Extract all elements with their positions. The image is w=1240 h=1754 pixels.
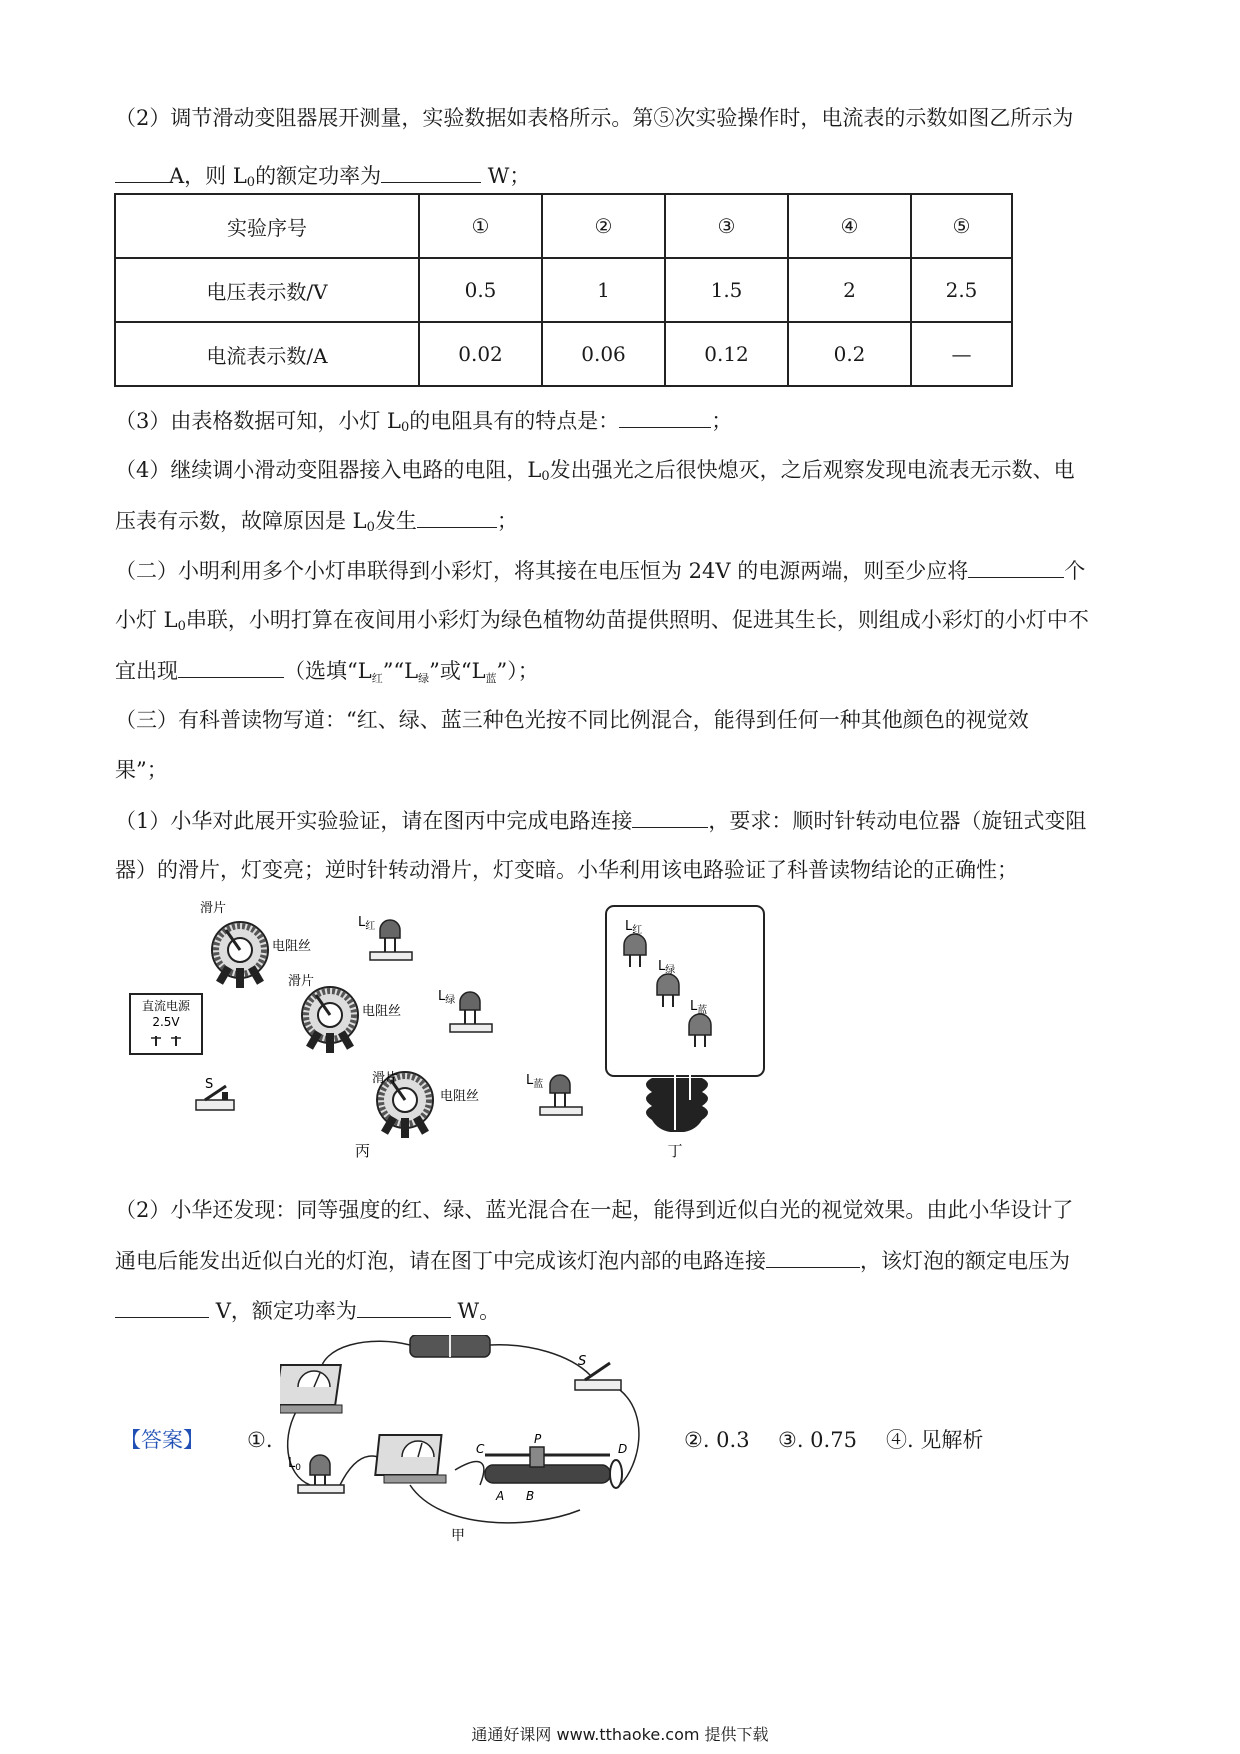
s2-text: ”“L xyxy=(382,659,419,683)
answer-blank[interactable] xyxy=(619,405,711,428)
q2-text: W； xyxy=(487,164,531,188)
lamp-blue-label: $L_蓝$ xyxy=(526,1073,544,1090)
data-table xyxy=(114,193,1013,387)
answer-blank[interactable] xyxy=(766,1245,860,1268)
answer-item-3: ③. 0.75 xyxy=(778,1428,857,1452)
table-header-cell: ⑤ xyxy=(911,194,1012,258)
terminal-c-label: C xyxy=(476,1442,485,1456)
p2-line3 xyxy=(115,1295,500,1326)
power-voltage: 2.5V xyxy=(152,1015,180,1029)
lamp-red-icon[interactable] xyxy=(370,920,412,960)
s3-text: （三）有科普读物写道：“红、绿、蓝三种色光按不同比例混合，能得到任何一种其他颜色的视觉效 xyxy=(115,708,1029,732)
answer-blank[interactable] xyxy=(115,1295,209,1318)
table-header-cell: ② xyxy=(542,194,665,258)
q3-text: （3）由表格数据可知，小灯 L xyxy=(115,409,401,433)
answer-label: 【答案】 xyxy=(120,1428,204,1452)
lamp-blue-icon[interactable] xyxy=(540,1075,582,1115)
q4-text: 压表有示数，故障原因是 L xyxy=(115,509,367,533)
terminal-d-label: D xyxy=(618,1442,628,1456)
q4-line1 xyxy=(115,455,1075,492)
subscript: 蓝 xyxy=(485,672,497,685)
answer-blank[interactable] xyxy=(968,555,1064,578)
subscript: 红 xyxy=(371,672,383,685)
s2-text: 串联，小明打算在夜间用小彩灯为绿色植物幼苗提供照明、促进其生长，则组成小彩灯的小灯中不 xyxy=(185,608,1089,632)
lamp-green-label: $L_绿$ xyxy=(438,989,456,1006)
terminal-b-label: B xyxy=(526,1489,535,1503)
terminal-a-label: A xyxy=(496,1489,505,1503)
subscript: 0 xyxy=(366,520,375,535)
wire xyxy=(288,1405,310,1485)
table-cell: 1.5 xyxy=(665,258,788,322)
s2-text: 个 xyxy=(1064,559,1086,583)
bulb-red-label: $L_红$ xyxy=(625,919,643,936)
wire xyxy=(490,1345,590,1375)
s3-text: 果”； xyxy=(115,758,168,782)
slider-label: 滑片 xyxy=(372,1071,399,1086)
answer-item-4: ④. 见解析 xyxy=(886,1428,984,1452)
wire-label: 电阻丝 xyxy=(440,1089,480,1104)
slider-label: 滑片 xyxy=(200,901,227,916)
bulb-green-label: $L_绿$ xyxy=(658,959,676,976)
subscript: 0 xyxy=(246,175,256,190)
table-cell: — xyxy=(911,322,1012,386)
q3-line xyxy=(115,405,732,443)
switch-icon[interactable] xyxy=(196,1086,234,1110)
p2-line1 xyxy=(115,1195,1073,1225)
table-header-cell: ④ xyxy=(788,194,911,258)
s2-line1 xyxy=(115,555,1085,586)
lamp-l0-icon[interactable] xyxy=(298,1455,344,1493)
q2-text: （2）调节滑动变阻器展开测量，实验数据如表格所示。第⑤次实验操作时，电流表的示数如图乙所示为 xyxy=(115,106,1074,130)
slider-label: 滑片 xyxy=(288,974,315,989)
voltmeter-icon[interactable] xyxy=(280,1365,342,1413)
figure-caption-jia: 甲 xyxy=(451,1528,465,1544)
answer-blank[interactable] xyxy=(632,805,708,828)
bulb-screw-base xyxy=(646,1078,708,1132)
lamp-red-label: $L_红$ xyxy=(358,915,376,932)
terminal-p-label: P xyxy=(534,1432,542,1446)
switch-label: S xyxy=(205,1077,214,1092)
p1-text: ，要求：顺时针转动电位器（旋钮式变阻 xyxy=(708,809,1087,833)
bulb-blue-label: $L_蓝$ xyxy=(690,999,708,1016)
q3-text: 的电阻具有的特点是： xyxy=(409,409,620,433)
page-footer: 通通好课网 www.tthaoke.com 提供下载 xyxy=(471,1725,769,1744)
p1-line2 xyxy=(115,855,1018,885)
q4-text: 发出强光之后很快熄灭，之后观察发现电流表无示数、电 xyxy=(549,458,1075,482)
answer-item-1: ①. xyxy=(247,1428,273,1452)
white-bulb-diagram xyxy=(606,906,764,1132)
q3-text: ； xyxy=(711,409,733,433)
q2-text: A，则 L xyxy=(169,164,247,188)
q4-text: 发生 xyxy=(374,509,417,533)
table-cell: 0.2 xyxy=(788,322,911,386)
s3-line1 xyxy=(115,705,1029,735)
table-cell: 0.02 xyxy=(419,322,542,386)
table-cell: 2.5 xyxy=(911,258,1012,322)
table-cell: 1 xyxy=(542,258,665,322)
table-cell: 电流表示数/A xyxy=(115,322,419,386)
figure-bing-ding xyxy=(0,900,1240,1160)
figure-caption-bing: 丙 xyxy=(355,1142,371,1160)
table-cell: 2 xyxy=(788,258,911,322)
potentiometer-icon[interactable] xyxy=(212,922,268,988)
answer-blank[interactable] xyxy=(178,655,284,678)
wire-label: 电阻丝 xyxy=(362,1004,402,1019)
s2-text: 小灯 L xyxy=(115,608,178,632)
s2-line2 xyxy=(115,605,1089,642)
s2-text: 宜出现 xyxy=(115,659,178,683)
power-supply-icon[interactable] xyxy=(130,994,202,1054)
q4-line2 xyxy=(115,505,518,543)
answer-blank[interactable] xyxy=(115,160,169,183)
battery-icon[interactable] xyxy=(410,1335,490,1357)
q2-text: 的额定功率为 xyxy=(255,164,382,188)
subscript: 绿 xyxy=(418,672,430,685)
s2-text: ”或“L xyxy=(429,659,486,683)
lamp-green-icon[interactable] xyxy=(450,992,492,1032)
s2-text: （二）小明利用多个小灯串联得到小彩灯，将其接在电压恒为 24V 的电源两端，则至少应将 xyxy=(115,559,969,583)
p1-text: 器）的滑片，灯变亮；逆时针转动滑片，灯变暗。小华利用该电路验证了科普读物结论的正确性； xyxy=(115,858,1018,882)
potentiometer-icon[interactable] xyxy=(302,987,358,1053)
table-cell: 电压表示数/V xyxy=(115,258,419,322)
table-header-cell: ③ xyxy=(665,194,788,258)
p2-text: W。 xyxy=(457,1299,501,1323)
wire xyxy=(410,1485,580,1523)
p2-text: 通电后能发出近似白光的灯泡，请在图丁中完成该灯泡内部的电路连接 xyxy=(115,1249,766,1273)
switch-label: S xyxy=(578,1354,587,1369)
q4-text: （4）继续调小滑动变阻器接入电路的电阻，L xyxy=(115,458,542,482)
answer-blank[interactable] xyxy=(417,505,497,528)
lamp-l0-label: $L_0$ xyxy=(288,1456,301,1473)
p2-text: V，额定功率为 xyxy=(215,1299,357,1323)
table-cell: 0.5 xyxy=(419,258,542,322)
figure-caption-ding: 丁 xyxy=(667,1142,683,1160)
table-row xyxy=(115,194,1012,258)
answer-blank[interactable] xyxy=(381,160,481,183)
answer-item-2: ②. 0.3 xyxy=(684,1428,750,1452)
s2-line3 xyxy=(115,655,539,694)
subscript: 0 xyxy=(177,619,186,634)
rheostat-icon[interactable] xyxy=(485,1447,622,1488)
table-row xyxy=(115,258,1012,322)
ammeter-icon[interactable] xyxy=(375,1435,446,1483)
p2-text: ，该灯泡的额定电压为 xyxy=(860,1249,1070,1273)
p1-text: （1）小华对此展开实验验证，请在图丙中完成电路连接 xyxy=(115,809,633,833)
table-row xyxy=(115,322,1012,386)
q2-line1 xyxy=(115,103,1073,133)
answer-blank[interactable] xyxy=(357,1295,451,1318)
p2-line2 xyxy=(115,1245,1070,1276)
wire-label: 电阻丝 xyxy=(272,939,312,954)
table-cell: 0.06 xyxy=(542,322,665,386)
table-header-cell: 实验序号 xyxy=(115,194,419,258)
s3-line2 xyxy=(115,755,168,785)
table-cell: 0.12 xyxy=(665,322,788,386)
wire xyxy=(455,1462,484,1485)
s2-text: ”）； xyxy=(496,659,539,683)
figure-jia-circuit xyxy=(280,1335,660,1545)
s2-text: （选填“L xyxy=(284,659,372,683)
subscript: 0 xyxy=(541,469,550,484)
table-header-cell: ① xyxy=(419,194,542,258)
power-title: 直流电源 xyxy=(141,999,191,1013)
subscript: 0 xyxy=(400,420,410,435)
p1-line1 xyxy=(115,805,1086,836)
q4-text: ； xyxy=(496,509,518,533)
p2-text: （2）小华还发现：同等强度的红、绿、蓝光混合在一起，能得到近似白光的视觉效果。由此小华设计了 xyxy=(115,1198,1074,1222)
